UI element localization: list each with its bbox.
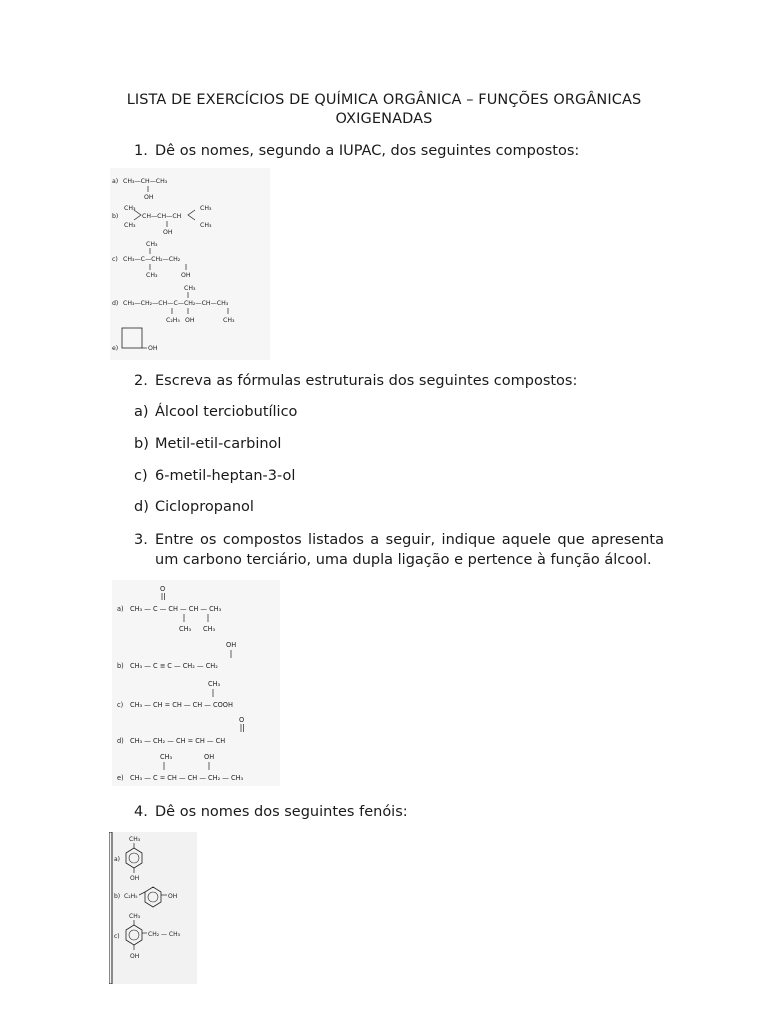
q3-structures-svg — [112, 580, 280, 786]
question-text: Dê os nomes dos seguintes fenóis: — [155, 804, 408, 820]
question-3 — [134, 530, 664, 570]
q1a-chain: CH₃—CH—CH₃ — [123, 178, 168, 185]
q4b-letter: b) — [114, 893, 121, 900]
q4c-right: CH₂ — CH₃ — [148, 931, 181, 938]
q1-structures-svg — [110, 168, 270, 360]
q2-item-d — [134, 497, 254, 517]
q3a-sub1: CH₃ — [179, 625, 192, 633]
question-number: 3. — [134, 532, 148, 548]
item-letter: d) — [134, 499, 149, 515]
question-text: Dê os nomes, segundo a IUPAC, dos seguintes compostos: — [155, 143, 580, 159]
question-number: 4. — [134, 804, 148, 820]
q4b-left: C₂H₅ — [124, 893, 138, 900]
question-text: Escreva as fórmulas estruturais dos seguintes compostos: — [155, 373, 578, 389]
q2-item-c — [134, 466, 295, 486]
q3a-letter: a) — [117, 605, 124, 613]
question-2 — [134, 371, 664, 391]
q1d-letter: d) — [112, 300, 119, 307]
q3d-chain: CH₃ — CH₂ — CH = CH — CH — [130, 737, 226, 745]
item-text: Álcool terciobutílico — [155, 404, 298, 420]
q1c-chain: CH₃—C—CH₂—CH₂ — [123, 256, 181, 263]
q3a-sub2: CH₃ — [203, 625, 216, 633]
q3c-top: CH₃ — [208, 680, 221, 688]
title-line-2: OXIGENADAS — [335, 111, 433, 127]
item-letter: a) — [134, 404, 149, 420]
q3d-letter: d) — [117, 737, 124, 745]
q1b-left-top: CH₃ — [124, 205, 136, 212]
q1e-letter: e) — [112, 345, 119, 352]
question-text: Entre os compostos listados a seguir, indique aquele que apresenta um carbono terciário, uma dupla ligação e pertence à função álcool. — [155, 532, 664, 568]
item-text: 6-metil-heptan-3-ol — [155, 468, 296, 484]
q3c-chain: CH₃ — CH = CH — CH — COOH — [130, 701, 233, 709]
q3a-chain: CH₃ — C — CH — CH — CH₃ — [130, 605, 222, 613]
q1a-letter: a) — [112, 178, 119, 185]
q4-phenols-svg — [109, 832, 197, 984]
q3c-letter: c) — [117, 701, 124, 709]
document-title — [110, 91, 658, 129]
q4a-letter: a) — [114, 856, 121, 863]
q1b-letter: b) — [112, 213, 119, 220]
q4c-bottom: OH — [130, 953, 140, 960]
q4b-right: OH — [168, 893, 178, 900]
q1d-sub2: OH — [185, 317, 195, 324]
q3e-top1: CH₃ — [160, 753, 173, 761]
q1d-top: CH₃ — [184, 285, 196, 292]
q1a-sub: OH — [144, 194, 154, 201]
item-text: Ciclopropanol — [155, 499, 254, 515]
q4-phenols-figure — [109, 832, 197, 984]
q1b-chain: CH—CH—CH — [142, 213, 182, 220]
title-line-1: LISTA DE EXERCÍCIOS DE QUÍMICA ORGÂNICA – FUNÇÕES ORGÂNICAS — [126, 92, 642, 108]
q3-structures-figure — [112, 580, 280, 786]
q3a-top: O — [160, 585, 166, 593]
q4c-top: CH₃ — [129, 913, 141, 920]
q1b-right-bottom: CH₃ — [200, 222, 212, 229]
q1c-top: CH₃ — [146, 241, 158, 248]
q1e-sub: OH — [148, 345, 158, 352]
q1-structures-figure — [110, 168, 270, 360]
q1b-right-top: CH₃ — [200, 205, 212, 212]
q1d-sub3: CH₃ — [223, 317, 235, 324]
q1d-sub1: C₂H₅ — [166, 317, 180, 324]
q1c-letter: c) — [112, 256, 118, 263]
q3d-top: O — [239, 716, 245, 724]
q3e-top2: OH — [204, 753, 215, 761]
q4c-letter: c) — [114, 933, 120, 940]
item-letter: c) — [134, 468, 148, 484]
q3b-chain: CH₃ — C ≡ C — CH₂ — CH₂ — [130, 662, 218, 670]
q4a-bottom: OH — [130, 875, 140, 882]
q3e-chain: CH₃ — C = CH — CH — CH₂ — CH₃ — [130, 774, 244, 782]
q1c-sub1: CH₃ — [146, 272, 158, 279]
q1d-chain: CH₃—CH₂—CH—C—CH₂—CH—CH₃ — [123, 300, 229, 307]
item-text: Metil-etil-carbinol — [155, 436, 282, 452]
q1c-sub2: OH — [181, 272, 191, 279]
q2-item-b — [134, 434, 281, 454]
q4a-top: CH₃ — [129, 836, 141, 843]
question-1 — [134, 141, 664, 161]
q3b-top: OH — [226, 641, 237, 649]
q1b-left-bottom: CH₃ — [124, 222, 136, 229]
question-4 — [134, 802, 664, 822]
q3b-letter: b) — [117, 662, 124, 670]
q3e-letter: e) — [117, 774, 124, 782]
item-letter: b) — [134, 436, 149, 452]
question-number: 2. — [134, 373, 148, 389]
q2-item-a — [134, 402, 297, 422]
q1b-sub: OH — [163, 229, 173, 236]
question-number: 1. — [134, 143, 148, 159]
